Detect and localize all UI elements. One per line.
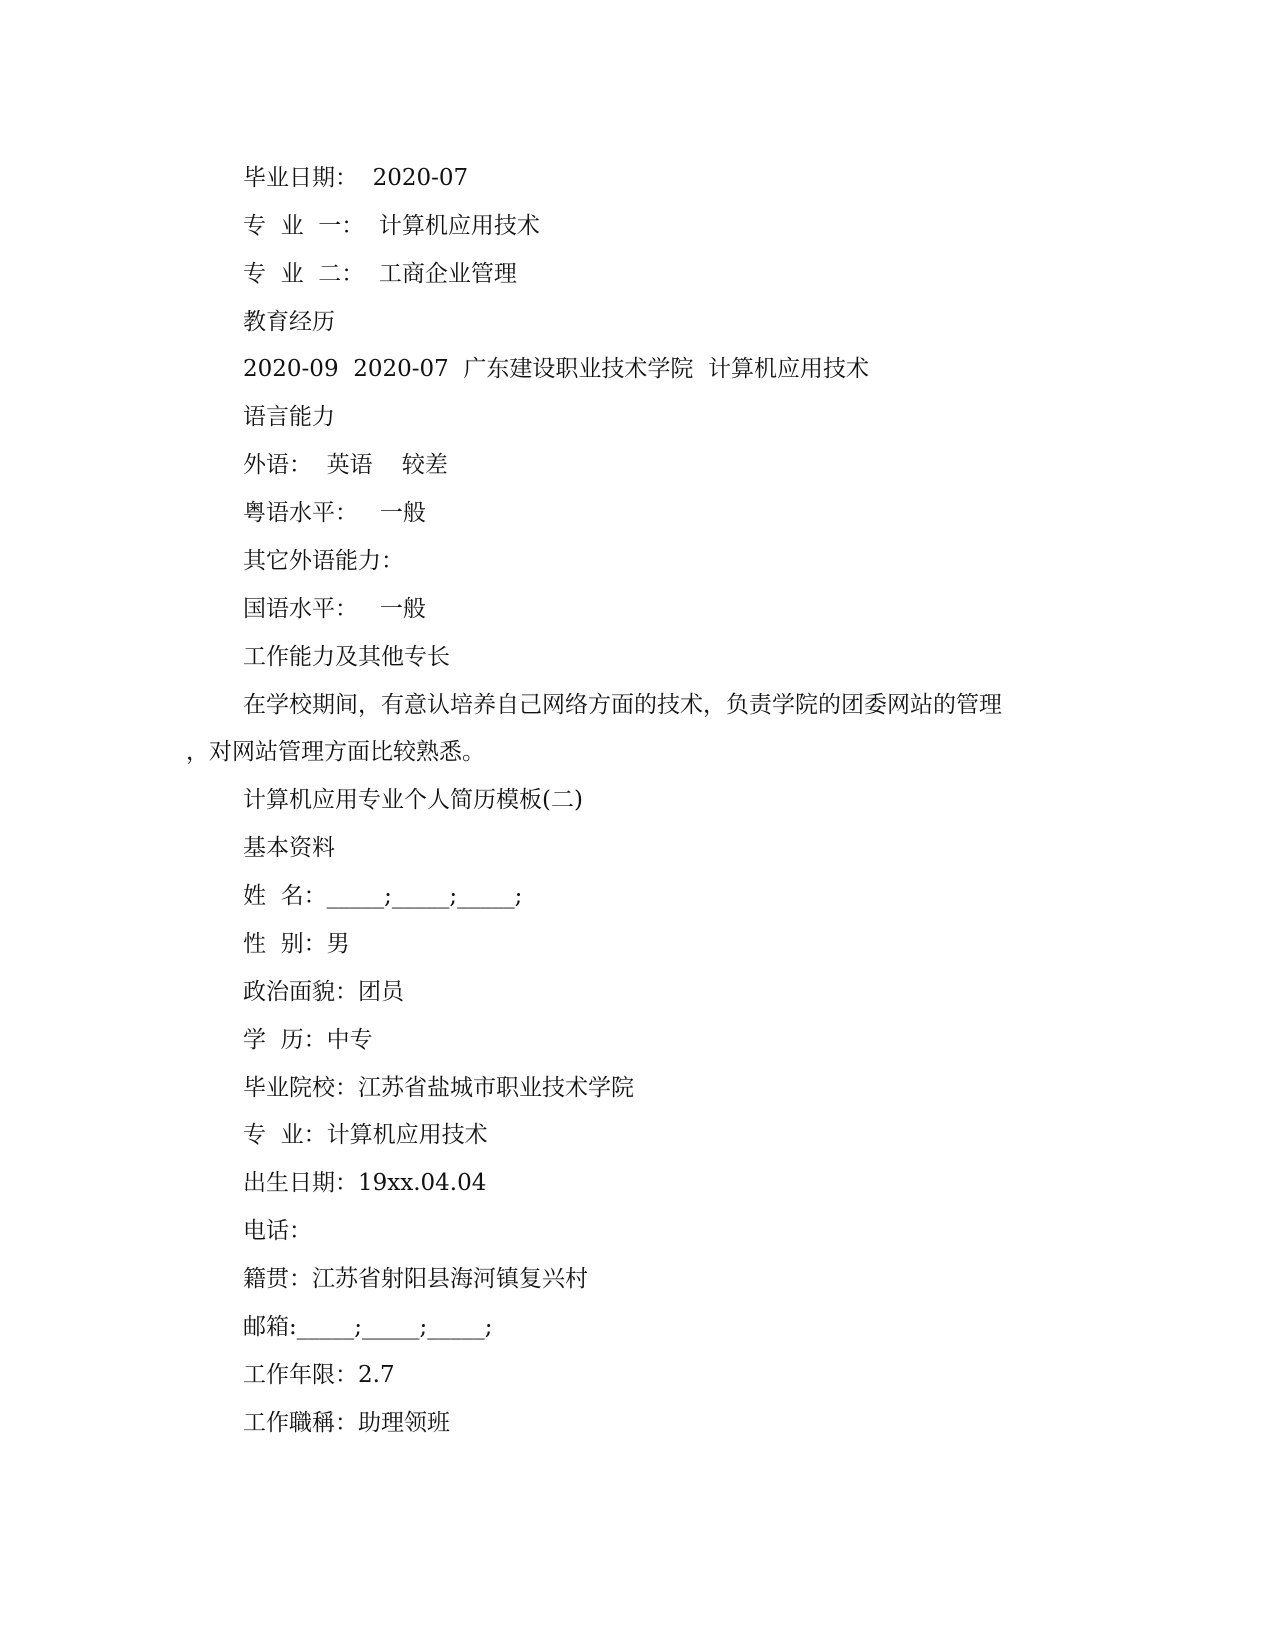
name-field: 姓 名：_____;_____;_____; [243, 883, 523, 909]
mandarin-level: 国语水平： 一般 [243, 596, 426, 622]
other-languages: 其它外语能力： [243, 548, 404, 574]
job-title-field: 工作職稱：助理领班 [243, 1410, 450, 1436]
gender-field: 性 别：男 [243, 931, 350, 957]
email-field: 邮箱:_____;_____;_____; [243, 1314, 493, 1340]
graduation-date: 毕业日期： 2020-07 [243, 165, 469, 191]
foreign-language: 外语： 英语 较差 [243, 452, 448, 478]
hometown-field: 籍贯：江苏省射阳县海河镇复兴村 [243, 1266, 588, 1292]
major-field: 专 业：计算机应用技术 [243, 1122, 488, 1148]
major-two: 专 业 二： 工商企业管理 [243, 261, 517, 287]
education-heading: 教育经历 [243, 309, 335, 335]
work-years-field: 工作年限：2.7 [243, 1362, 395, 1388]
birth-date-field: 出生日期：19xx.04.04 [243, 1170, 487, 1196]
education-level-field: 学 历：中专 [243, 1027, 373, 1053]
skills-paragraph-line-2: ，对网站管理方面比较熟悉。 [186, 739, 485, 765]
phone-field: 电话： [243, 1218, 312, 1244]
template-title: 计算机应用专业个人简历模板(二) [243, 787, 583, 813]
skills-heading: 工作能力及其他专长 [243, 644, 450, 670]
basic-info-heading: 基本资料 [243, 835, 335, 861]
school-field: 毕业院校：江苏省盐城市职业技术学院 [243, 1075, 634, 1101]
cantonese-level: 粤语水平： 一般 [243, 500, 426, 526]
major-one: 专 业 一： 计算机应用技术 [243, 213, 540, 239]
political-status-field: 政治面貌：团员 [243, 979, 404, 1005]
education-entry: 2020-09 2020-07 广东建设职业技术学院 计算机应用技术 [243, 356, 870, 382]
skills-paragraph-line-1: 在学校期间，有意认培养自己网络方面的技术，负责学院的团委网站的管理 [243, 692, 1002, 718]
language-heading: 语言能力 [243, 404, 335, 430]
